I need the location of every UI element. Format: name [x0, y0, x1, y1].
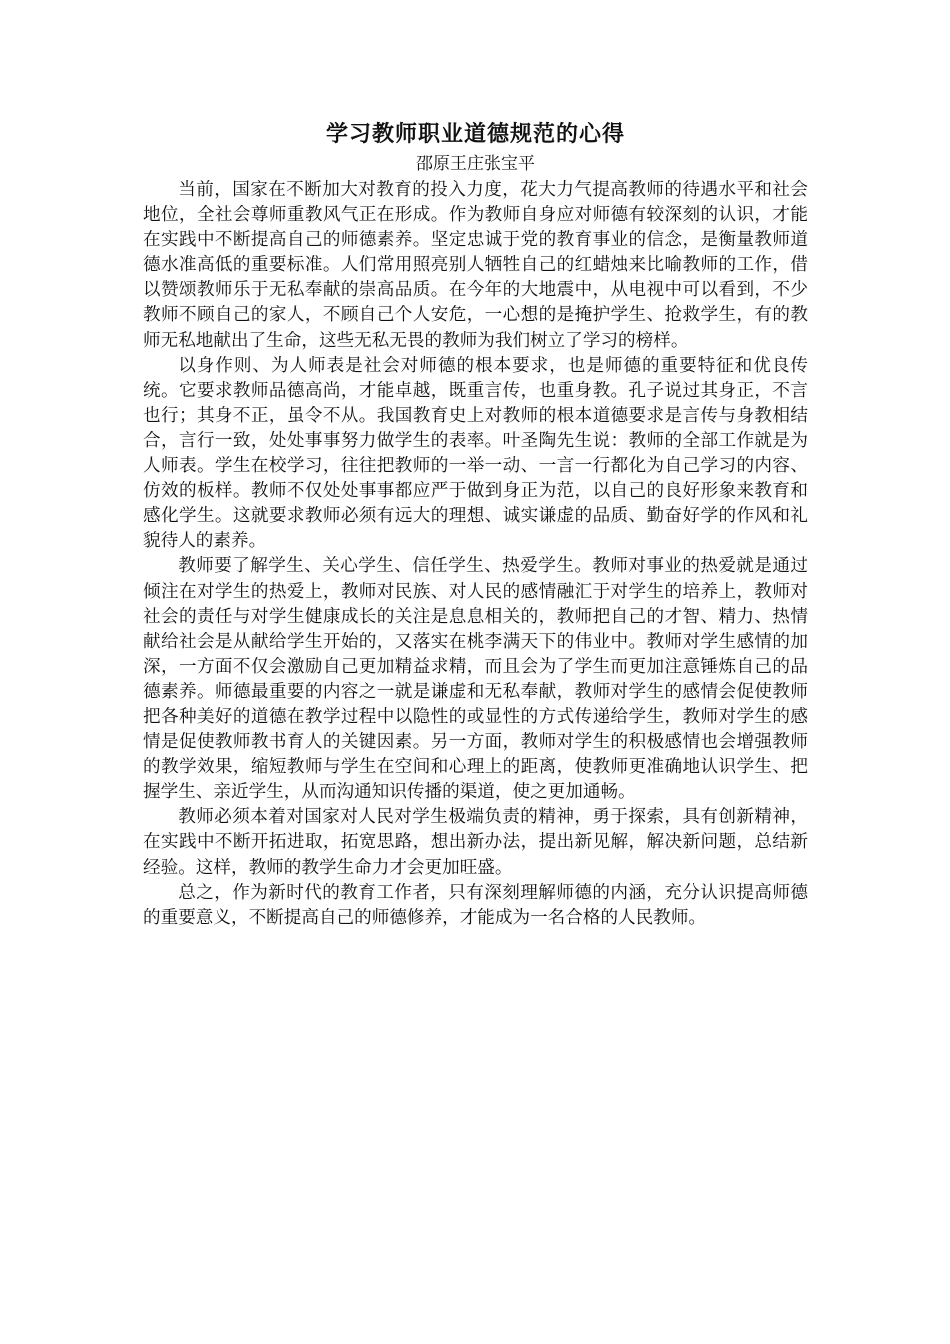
- document-page: [143, 118, 808, 931]
- paragraph-5: 总之，作为新时代的教育工作者，只有深刻理解师德的内涵，充分认识提高师德的重要意义，不断提高自己的师德修养，才能成为一名合格的人民教师。: [143, 882, 808, 928]
- document-author: 邵原王庄张宝平: [416, 154, 535, 174]
- paragraph-2: 以身作则、为人师表是社会对师德的根本要求，也是师德的重要特征和优良传统。它要求教师品德高尚，才能卓越，既重言传，也重身教。孔子说过其身正，不言也行；其身不正，虽令不从。我国教育史上对教师的根本道德要求是言传与身教相结合，言行一致，处处事事努力做学生的表率。叶圣陶先生说：教师的全部工作就是为人师表。学生在校学习，往往把教师的一举一动、一言一行都化为自己学习的内容、仿效的板样。教师不仅处处事事都应严于做到身正为范，以自己的良好形象来教育和感化学生。这就要求教师必须有远大的理想、诚实谦虚的品质、勤奋好学的作风和礼貌待人的素养。: [143, 355, 808, 552]
- paragraph-4: 教师必须本着对国家对人民对学生极端负责的精神，勇于探索，具有创新精神，在实践中不断开拓进取，拓宽思路，想出新办法，提出新见解，解决新问题，总结新经验。这样，教师的教学生命力才会更加旺盛。: [143, 807, 808, 878]
- paragraph-1: 当前，国家在不断加大对教育的投入力度，花大力气提高教师的待遇水平和社会地位，全社会尊师重教风气正在形成。作为教师自身应对师德有较深刻的认识，才能在实践中不断提高自己的师德素养。坚定忠诚于党的教育事业的信念，是衡量教师道德水准高低的重要标准。人们常用照亮别人牺牲自己的红蜡烛来比喻教师的工作，借以赞颂教师乐于无私奉献的崇高品质。在今年的大地震中，从电视中可以看到，不少教师不顾自己的家人，不顾自己个人安危，一心想的是掩护学生、抢救学生，有的教师无私地献出了生命，这些无私无畏的教师为我们树立了学习的榜样。: [143, 180, 808, 351]
- document-title: 学习教师职业道德规范的心得: [325, 122, 625, 147]
- paragraph-3: 教师要了解学生、关心学生、信任学生、热爱学生。教师对事业的热爱就是通过倾注在对学生的热爱上，教师对民族、对人民的感情融汇于对学生的培养上，教师对社会的责任与对学生健康成长的关注是息息相关的，教师把自己的才智、精力、热情献给社会是从献给学生开始的，又落实在桃李满天下的伟业中。教师对学生感情的加深，一方面不仅会激励自己更加精益求精，而且会为了学生而更加注意锤炼自己的品德素养。师德最重要的内容之一就是谦虚和无私奉献，教师对学生的感情会促使教师把各种美好的道德在教学过程中以隐性的或显性的方式传递给学生，教师对学生的感情是促使教师教书育人的关键因素。另一方面，教师对学生的积极感情也会增强教师的教学效果，缩短教师与学生在空间和心理上的距离，使教师更准确地认识学生、把握学生、亲近学生，从而沟通知识传播的渠道，使之更加通畅。: [143, 556, 808, 803]
